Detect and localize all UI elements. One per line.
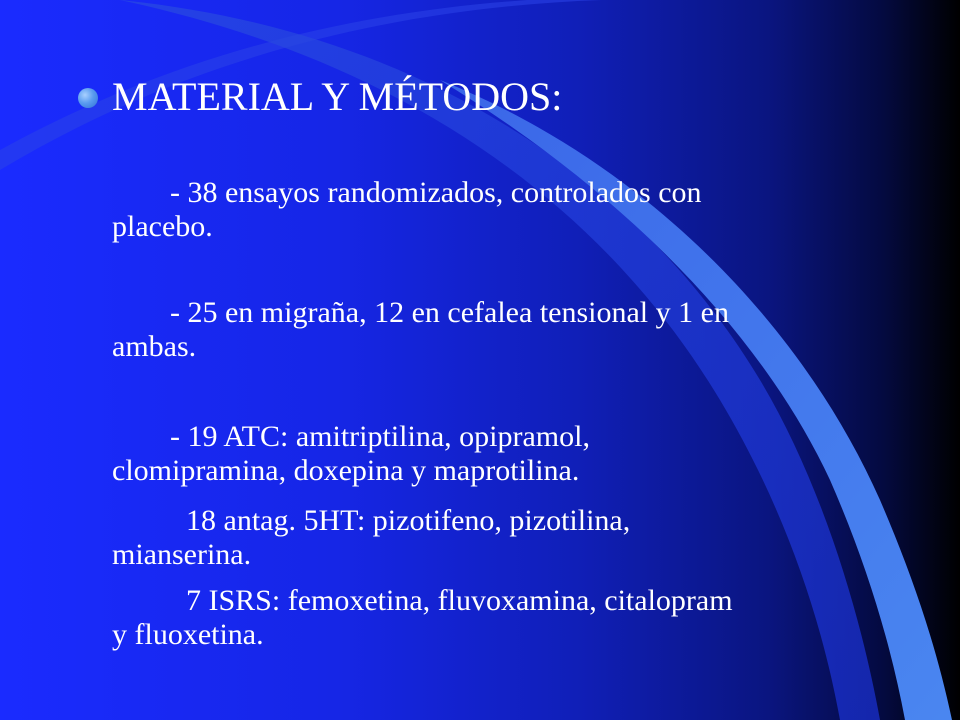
text-line: 7 ISRS: femoxetina, fluvoxamina, citalopram: [186, 584, 733, 617]
paragraph-isrs: [112, 584, 852, 652]
paragraph-antag-5ht: [112, 504, 852, 572]
text-line: 18 antag. 5HT: pizotifeno, pizotilina,: [186, 504, 631, 537]
paragraph-ensayos: [112, 176, 852, 244]
text-line: placebo.: [112, 210, 213, 243]
text-line: y fluoxetina.: [112, 618, 264, 651]
text-line: ambas.: [112, 330, 197, 363]
text-line: - 25 en migraña, 12 en cefalea tensional y 1 en: [170, 296, 729, 329]
slide-heading: MATERIAL Y MÉTODOS:: [112, 74, 563, 119]
text-line: - 38 ensayos randomizados, controlados con: [170, 176, 702, 209]
paragraph-migrana: [112, 296, 852, 364]
text-line: clomipramina, doxepina y maprotilina.: [112, 454, 580, 487]
bullet-circle-icon: [78, 88, 98, 108]
text-line: mianserina.: [112, 538, 252, 571]
paragraph-atc: [112, 420, 852, 488]
text-line: - 19 ATC: amitriptilina, opipramol,: [170, 420, 590, 453]
